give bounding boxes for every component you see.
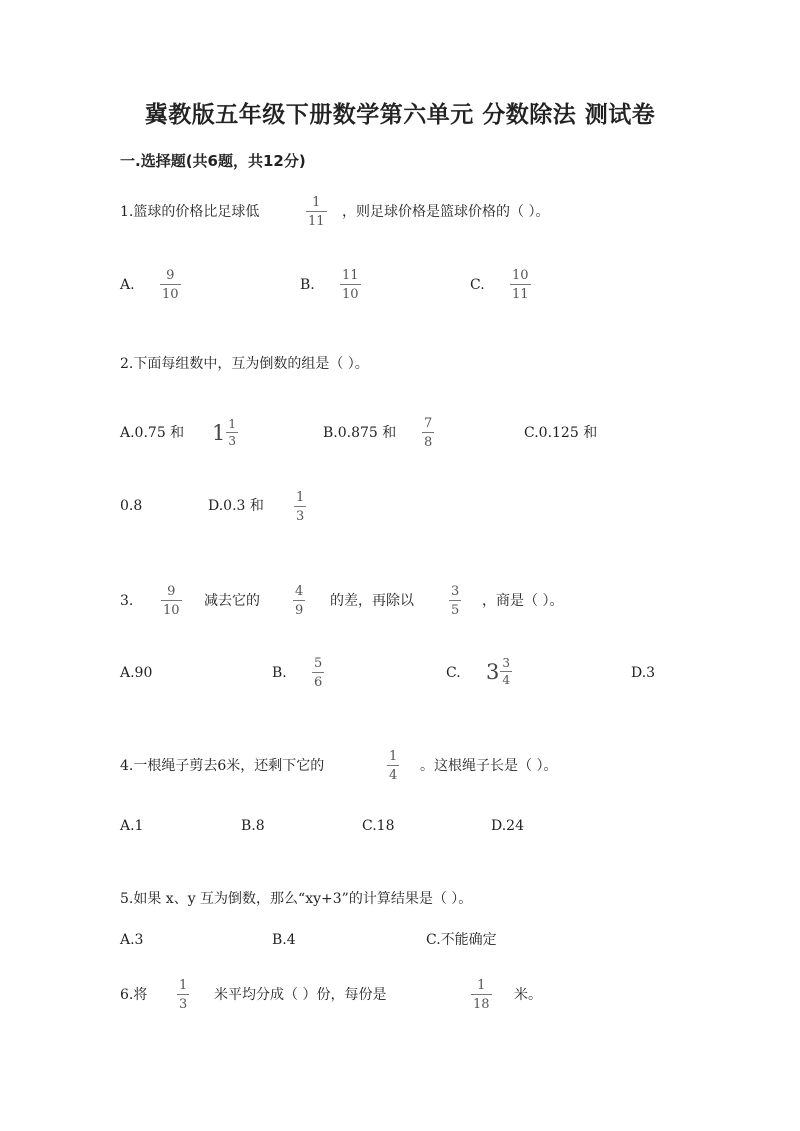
q4-option-d: D.24: [491, 818, 524, 834]
q5-option-a: A.3: [120, 932, 144, 948]
q3-option-d: D.3: [631, 665, 656, 681]
q5-option-b: B.4: [272, 932, 296, 948]
numerator: 7: [424, 416, 433, 431]
numerator: 3: [451, 584, 460, 599]
q2-option-a-label: A.0.75 和: [120, 425, 185, 441]
fraction-bar: [500, 671, 512, 672]
fraction-bar: [471, 994, 492, 995]
q2-option-a-mixed-number: [212, 418, 238, 448]
q6-stem-post: 米。: [514, 987, 542, 1003]
denominator: 11: [512, 287, 529, 302]
q3-text-3: ，商是（ ）。: [482, 593, 564, 609]
denominator: 18: [473, 997, 490, 1012]
numerator: 11: [342, 268, 359, 283]
fraction-part: [226, 418, 238, 448]
q1-option-c-label: C.: [470, 277, 485, 293]
q1-option-c-fraction: [510, 268, 531, 302]
q3-fraction-1: [161, 584, 182, 618]
numerator: 5: [314, 656, 323, 671]
q6-stem-mid: 米平均分成（ ）份，每份是: [214, 987, 387, 1003]
q5-option-c: C.不能确定: [426, 932, 497, 948]
fraction-bar: [312, 672, 324, 673]
q2-option-d-label: D.0.3 和: [208, 498, 264, 514]
q2-option-c-label: C.0.125 和: [524, 425, 598, 441]
fraction-bar: [226, 432, 238, 433]
q2-option-b-fraction: [422, 416, 434, 450]
numerator: 1: [296, 490, 305, 505]
fraction-bar: [340, 284, 361, 285]
q3-number: 3.: [120, 593, 134, 609]
q2-option-d-fraction: [294, 490, 306, 524]
numerator: 1: [228, 417, 237, 431]
q3-fraction-3: [449, 584, 461, 618]
q4-option-c: C.18: [362, 818, 395, 834]
q4-option-a: A.1: [120, 818, 144, 834]
denominator: 3: [296, 509, 305, 524]
q3-option-c-label: C.: [446, 665, 461, 681]
fraction-bar: [387, 765, 399, 766]
fraction-part: [500, 657, 512, 687]
q5-stem: 5.如果 x、y 互为倒数，那么“xy+3”的计算结果是（ ）。: [120, 891, 473, 907]
q1-stem-post: ，则足球价格是篮球价格的（ ）。: [342, 204, 550, 220]
numerator: 1: [389, 749, 398, 764]
denominator: 5: [451, 603, 460, 618]
numerator: 1: [312, 195, 321, 210]
q1-option-a-fraction: [160, 268, 181, 302]
q1-fraction: [306, 195, 327, 229]
q3-text-1: 减去它的: [204, 593, 260, 609]
q1-option-b-fraction: [340, 268, 361, 302]
q1-stem-pre: 1.篮球的价格比足球低: [120, 204, 260, 220]
q3-option-a: A.90: [120, 665, 153, 681]
whole-part: 1: [212, 421, 226, 445]
section-heading: 一.选择题(共6题，共12分): [120, 152, 306, 170]
q4-option-b: B.8: [241, 818, 265, 834]
q3-option-b-label: B.: [272, 665, 287, 681]
denominator: 11: [308, 214, 325, 229]
numerator: 10: [512, 268, 529, 283]
whole-part: 3: [486, 660, 500, 684]
fraction-bar: [161, 600, 182, 601]
q1-option-b-label: B.: [300, 277, 315, 293]
q6-fraction-2: [471, 978, 492, 1012]
q4-stem-post: 。这根绳子长是（ ）。: [420, 758, 558, 774]
denominator: 6: [314, 675, 323, 690]
q2-option-c-continued: 0.8: [120, 498, 143, 514]
denominator: 10: [162, 287, 179, 302]
fraction-bar: [422, 432, 434, 433]
numerator: 1: [179, 978, 188, 993]
denominator: 3: [179, 997, 188, 1012]
numerator: 9: [166, 268, 175, 283]
fraction-bar: [449, 600, 461, 601]
numerator: 4: [295, 584, 304, 599]
q3-option-c-mixed-number: [486, 657, 512, 687]
q2-stem: 2.下面每组数中，互为倒数的组是（ ）。: [120, 356, 369, 372]
denominator: 4: [502, 673, 511, 687]
q4-stem-pre: 4.一根绳子剪去6米，还剩下它的: [120, 758, 325, 774]
fraction-bar: [177, 994, 189, 995]
fraction-bar: [510, 284, 531, 285]
denominator: 4: [389, 768, 398, 783]
q4-fraction: [387, 749, 399, 783]
numerator: 3: [502, 656, 511, 670]
q3-text-2: 的差，再除以: [330, 593, 414, 609]
q3-fraction-2: [293, 584, 305, 618]
fraction-bar: [306, 211, 327, 212]
q6-stem-pre: 6.将: [120, 987, 148, 1003]
q6-fraction-1: [177, 978, 189, 1012]
q3-option-b-fraction: [312, 656, 324, 690]
page-title: 冀教版五年级下册数学第六单元 分数除法 测试卷: [144, 102, 656, 128]
denominator: 10: [342, 287, 359, 302]
denominator: 10: [163, 603, 180, 618]
denominator: 9: [295, 603, 304, 618]
fraction-bar: [160, 284, 181, 285]
numerator: 9: [167, 584, 176, 599]
numerator: 1: [477, 978, 486, 993]
fraction-bar: [293, 600, 305, 601]
fraction-bar: [294, 506, 306, 507]
q2-option-b-label: B.0.875 和: [323, 425, 397, 441]
denominator: 8: [424, 435, 433, 450]
q1-option-a-label: A.: [120, 277, 135, 293]
denominator: 3: [228, 434, 237, 448]
